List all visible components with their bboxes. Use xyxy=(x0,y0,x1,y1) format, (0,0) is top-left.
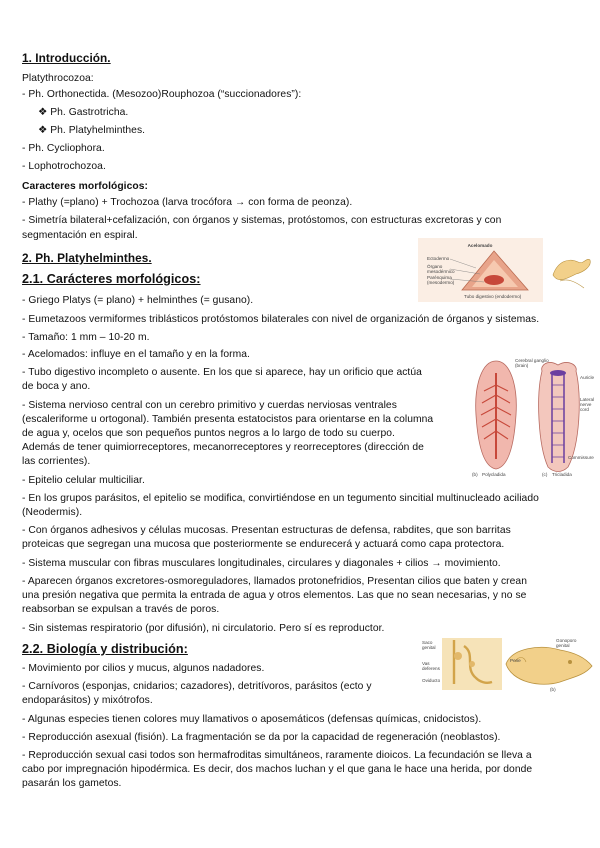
paragraph-line: - Tubo digestivo incompleto o ausente. En los que si aparece, hay un orificio que actúa xyxy=(22,367,422,378)
paragraph-line: (Neodermis). xyxy=(22,507,83,518)
paragraph-line: Además de tener quimiorreceptores, mecanorreceptores y reorreceptores (dirección de xyxy=(22,442,424,453)
paragraph-line: - Eumetazoos vermiformes triblásticos protóstomos bilaterales con nivel de organización de órganos y sistemas. xyxy=(22,314,540,325)
morphology-heading: Caracteres morfológicos: xyxy=(22,181,148,192)
svg-text:Tubo digestivo (endodermo): Tubo digestivo (endodermo) xyxy=(464,294,522,299)
paragraph-line: - Griego Platys (= plano) + helminthes (= gusano). xyxy=(22,295,254,306)
reproductive-system-figure xyxy=(420,634,598,694)
paragraph-line: (escaleriforme u ortogonal). También presenta estatocistos para orientarse en la columna xyxy=(22,414,434,425)
paragraph-line: pasarán los gametos. xyxy=(22,778,122,789)
group-heading: Platythrocozoa: xyxy=(22,73,94,84)
paragraph-line: - Sistema muscular con fibras musculares longitudinales, circulares y diagonales + cilios → movimiento. xyxy=(22,558,501,569)
paragraph-line: - Aparecen órganos excretores-osmoreguladores, llamados protonefridios, Presentan cilios que baten y crean xyxy=(22,576,527,587)
svg-text:Cerebral ganglio: Cerebral ganglio xyxy=(515,358,549,363)
svg-text:(brain): (brain) xyxy=(515,363,529,368)
svg-text:Oviducto: Oviducto xyxy=(422,678,441,683)
paragraph-line: - Con órganos adhesivos y células mucosas. Presentan estructuras de defensa, rabdites, que son barritas xyxy=(22,525,511,536)
paragraph-line: - Movimiento por cilios y mucus, algunos nadadores. xyxy=(22,663,265,674)
gut-lumen xyxy=(484,275,504,285)
svg-text:genital: genital xyxy=(422,645,436,650)
svg-text:Gonoporo: Gonoporo xyxy=(556,638,577,643)
list-item: - Lophotrochozoa. xyxy=(22,161,106,172)
svg-text:Parénquima: Parénquima xyxy=(427,275,452,280)
list-item: ❖ Ph. Gastrotricha. xyxy=(38,107,129,118)
paragraph-line: proteicas que segregan una mucosa que posteriormente se endurecerá y actuará como capa protectora. xyxy=(22,539,505,550)
paragraph-line: - Sin sistemas respiratorio (por difusión), ni circulatorio. Pero sí es reproductor. xyxy=(22,623,385,634)
svg-text:genital: genital xyxy=(556,643,570,648)
svg-text:(b): (b) xyxy=(550,687,556,692)
svg-text:Pene: Pene xyxy=(510,658,521,663)
paragraph-line: - Reproducción asexual (fisión). La fragmentación se da por la capacidad de regeneración (neoblastos). xyxy=(22,732,501,743)
paragraph-line: - Plathy (=plano) + Trochozoa (larva trocófora → con forma de peonza). xyxy=(22,197,353,208)
paragraph-line: - Algunas especies tienen colores muy llamativos o aposemáticos (defensas químicas, cnidocistos). xyxy=(22,714,482,725)
paragraph-line: - Sistema nervioso central con un cerebro primitivo y cuerdas nerviosas ventrales xyxy=(22,400,397,411)
subsection-title-biology: 2.2. Biología y distribución: xyxy=(22,642,188,656)
nervous-system-figure xyxy=(468,355,596,479)
paragraph-line: - Simetría bilateral+cefalización, con órganos y sistemas, protóstomos, con estructuras excretoras y con xyxy=(22,215,502,226)
svg-text:(b): (b) xyxy=(472,472,478,477)
diamond-bullet-icon: ❖ xyxy=(38,125,48,136)
svg-text:cord: cord xyxy=(580,407,589,412)
section-title-introduction: 1. Introducción. xyxy=(22,51,111,65)
diamond-bullet-icon: ❖ xyxy=(38,107,48,118)
paragraph-line: endoparásitos) y mixótrofos. xyxy=(22,695,153,706)
svg-text:nerve: nerve xyxy=(580,402,592,407)
svg-text:Vas: Vas xyxy=(422,661,430,666)
svg-text:Polycladida: Polycladida xyxy=(482,472,506,477)
paragraph-line: de agua y, ocelos que son pequeños puntos negros a lo largo de todo su cuerpo. xyxy=(22,428,395,439)
paragraph-line: las corrientes). xyxy=(22,456,91,467)
paragraph-line: - En los grupos parásitos, el epitelio se modifica, convirtiéndose en un tegumento sincitial multinucleado aciliado xyxy=(22,493,539,504)
svg-text:Órgano: Órgano xyxy=(427,264,443,269)
acoelomate-cross-section-figure xyxy=(418,238,598,302)
paragraph-line: - Epitelio celular multiciliar. xyxy=(22,475,145,486)
list-item: - Ph. Orthonectida. (Mesozoo)Rouphozoa (“succionadores”): xyxy=(22,89,302,100)
paragraph-line: - Carnívoros (esponjas, cnidarios; cazadores), detritívoros, parásitos (ecto y xyxy=(22,681,372,692)
paragraph-line: - Acelomados: influye en el tamaño y en la forma. xyxy=(22,349,250,360)
svg-text:Auricle: Auricle xyxy=(580,375,595,380)
svg-text:Saco: Saco xyxy=(422,640,433,645)
paragraph-line: - Reproducción sexual casi todos son hermafroditas simultáneos, raramente dioicos. La fecundación se lleva a xyxy=(22,750,532,761)
paragraph-line: cabo por impregnación hipodérmica. Es decir, dos machos luchan y el que gana le hace una herida, por donde xyxy=(22,764,533,775)
paragraph-line: segmentación en espiral. xyxy=(22,230,138,241)
figure-title: Acelomado xyxy=(467,243,493,248)
svg-text:(c): (c) xyxy=(542,472,548,477)
svg-text:mesodérmico: mesodérmico xyxy=(427,269,455,274)
subsection-title-morphology: 2.1. Carácteres morfológicos: xyxy=(22,272,201,286)
svg-text:deferens: deferens xyxy=(422,666,440,671)
svg-text:(mesodermo): (mesodermo) xyxy=(427,280,455,285)
paragraph-line: una presión negativa que permita la entrada de agua y otros elementos. Las que no sean necesarias, y no se xyxy=(22,590,527,601)
paragraph-line: reabsorban se expulsan a través de poros. xyxy=(22,604,220,615)
section-title-platyhelminthes: 2. Ph. Platyhelminthes. xyxy=(22,251,152,265)
svg-text:Lateral: Lateral xyxy=(580,397,595,402)
list-item: - Ph. Cycliophora. xyxy=(22,143,105,154)
svg-text:Ectodermo: Ectodermo xyxy=(427,256,450,261)
svg-text:Commissure: Commissure xyxy=(568,455,594,460)
paragraph-line: de boca y ano. xyxy=(22,381,91,392)
svg-text:Tricladida: Tricladida xyxy=(552,472,572,477)
paragraph-line: - Tamaño: 1 mm – 10-20 m. xyxy=(22,332,150,343)
list-item: ❖ Ph. Platyhelminthes. xyxy=(38,125,146,136)
